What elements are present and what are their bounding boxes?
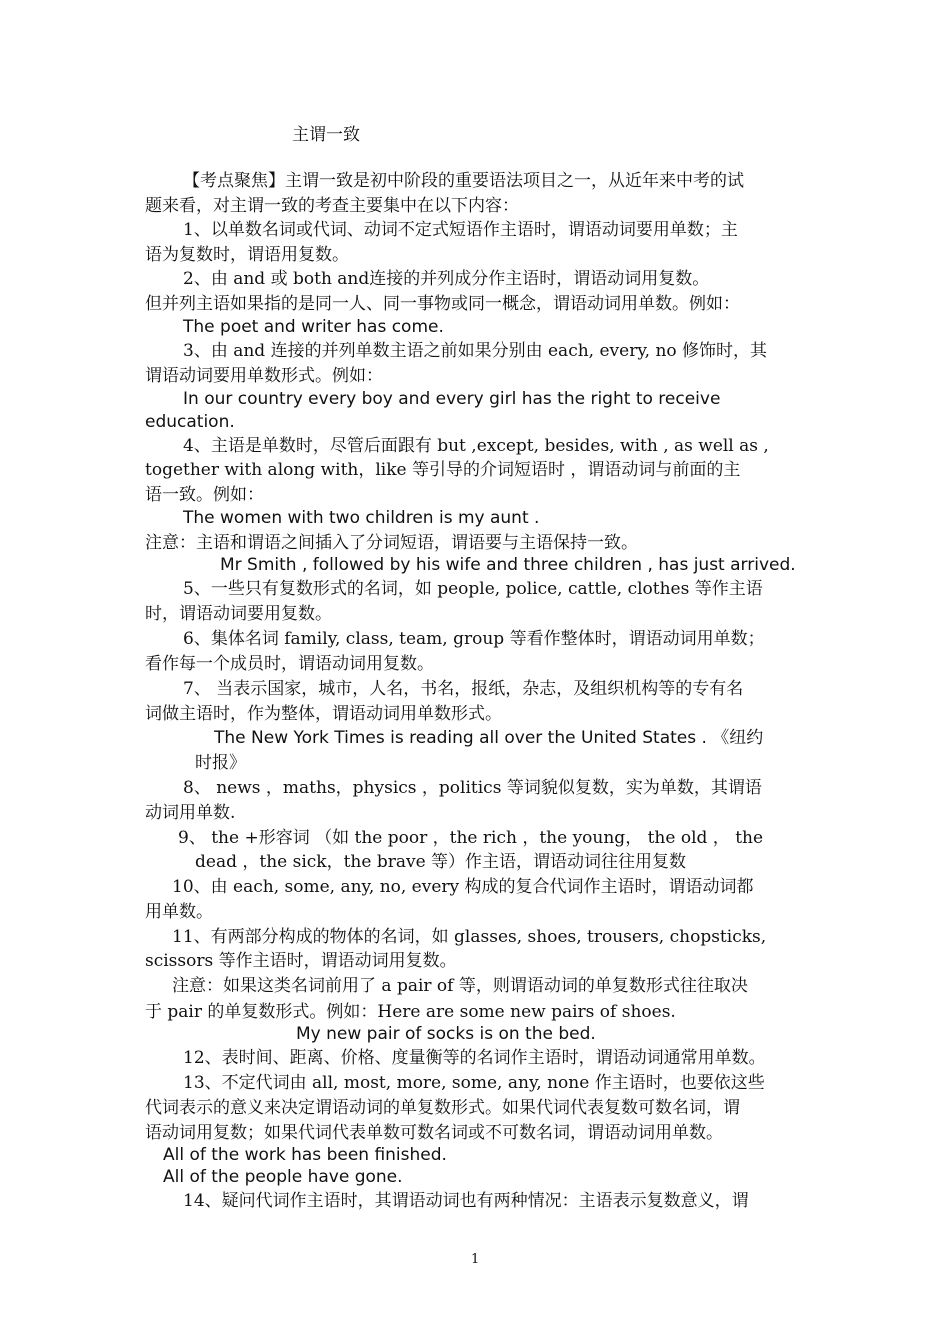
- text-line: 10、由 each, some, any, no, every 构成的复合代词作主语时，谓语动词都: [172, 877, 754, 897]
- example-line: The New York Times is reading all over the United States . 《纽约: [214, 728, 764, 748]
- text-line: 13、不定代词由 all, most, more, some, any, none 作主语时，也要依这些: [183, 1073, 765, 1093]
- page-number: 1: [471, 1252, 480, 1267]
- text-line: 2、由 and 或 both and连接的并列成分作主语时，谓语动词用复数。: [183, 269, 710, 289]
- example-line: My new pair of socks is on the bed.: [296, 1024, 596, 1044]
- text-line: 词做主语时，作为整体，谓语动词用单数形式。: [145, 704, 502, 724]
- example-line: Mr Smith , followed by his wife and three children , has just arrived.: [220, 555, 796, 575]
- text-line: dead ，the sick，the brave 等）作主语，谓语动词往往用复数: [195, 852, 687, 872]
- text-line: 看作每一个成员时，谓语动词用复数。: [145, 654, 434, 674]
- text-line: 于 pair 的单复数形式。例如：Here are some new pairs of shoes.: [145, 1002, 676, 1022]
- text-line: 谓语动词要用单数形式。例如：: [145, 366, 383, 386]
- text-line: 动词用单数.: [145, 803, 236, 823]
- text-line: 语为复数时，谓语用复数。: [145, 245, 349, 265]
- text-line: 题来看，对主谓一致的考查主要集中在以下内容：: [145, 196, 519, 216]
- text-line: 用单数。: [145, 902, 213, 922]
- example-line: education.: [145, 412, 235, 432]
- example-line: The women with two children is my aunt .: [183, 508, 540, 528]
- text-line: 9、 the +形容词 （如 the poor ，the rich ，the young， the old ， the: [178, 828, 764, 848]
- note-line: 注意：如果这类名词前用了 a pair of 等，则谓语动词的单复数形式往往取决: [172, 976, 748, 996]
- text-line: 语动词用复数；如果代词代表单数可数名词或不可数名词，谓语动词用单数。: [145, 1123, 723, 1143]
- text-line: 5、一些只有复数形式的名词，如 people, police, cattle, clothes 等作主语: [183, 579, 763, 599]
- text-line: 12、表时间、距离、价格、度量衡等的名词作主语时，谓语动词通常用单数。: [183, 1048, 766, 1068]
- text-line: 【考点聚焦】主谓一致是初中阶段的重要语法项目之一，从近年来中考的试: [183, 171, 744, 191]
- text-line: 11、有两部分构成的物体的名词，如 glasses, shoes, trousers, chopsticks,: [172, 927, 767, 947]
- text-line: 代词表示的意义来决定谓语动词的单复数形式。如果代词代表复数可数名词，谓: [145, 1098, 740, 1118]
- text-line: 语一致。例如：: [145, 485, 264, 505]
- text-line: 14、疑问代词作主语时，其谓语动词也有两种情况：主语表示复数意义，谓: [183, 1191, 749, 1211]
- text-line: 6、集体名词 family, class, team, group 等看作整体时，谓语动词用单数；: [183, 629, 765, 649]
- example-line: In our country every boy and every girl has the right to receive: [183, 389, 721, 409]
- text-line: 7、 当表示国家，城市，人名，书名，报纸，杂志，及组织机构等的专有名: [183, 679, 744, 699]
- note-line: 注意：主语和谓语之间插入了分词短语，谓语要与主语保持一致。: [145, 533, 638, 553]
- text-line: scissors 等作主语时，谓语动词用复数。: [145, 951, 457, 971]
- text-line: 但并列主语如果指的是同一人、同一事物或同一概念，谓语动词用单数。例如：: [145, 294, 740, 314]
- example-line: The poet and writer has come.: [183, 317, 444, 337]
- text-line: 3、由 and 连接的并列单数主语之前如果分别由 each, every, no 修饰时，其: [183, 341, 768, 361]
- text-line: together with along with，like 等引导的介词短语时 ，谓语动词与前面的主: [145, 460, 741, 480]
- text-line: 4、主语是单数时，尽管后面跟有 but ,except, besides, with , as well as ,: [183, 436, 769, 456]
- example-line: All of the work has been finished.: [163, 1145, 447, 1165]
- text-line: 1、以单数名词或代词、动词不定式短语作主语时，谓语动词要用单数；主: [183, 220, 738, 240]
- page-title: 主谓一致: [292, 125, 360, 145]
- text-line: 时报》: [195, 753, 246, 773]
- text-line: 时，谓语动词要用复数。: [145, 604, 332, 624]
- example-line: All of the people have gone.: [163, 1167, 403, 1187]
- text-line: 8、 news ，maths，physics ，politics 等词貌似复数，实为单数，其谓语: [183, 778, 762, 798]
